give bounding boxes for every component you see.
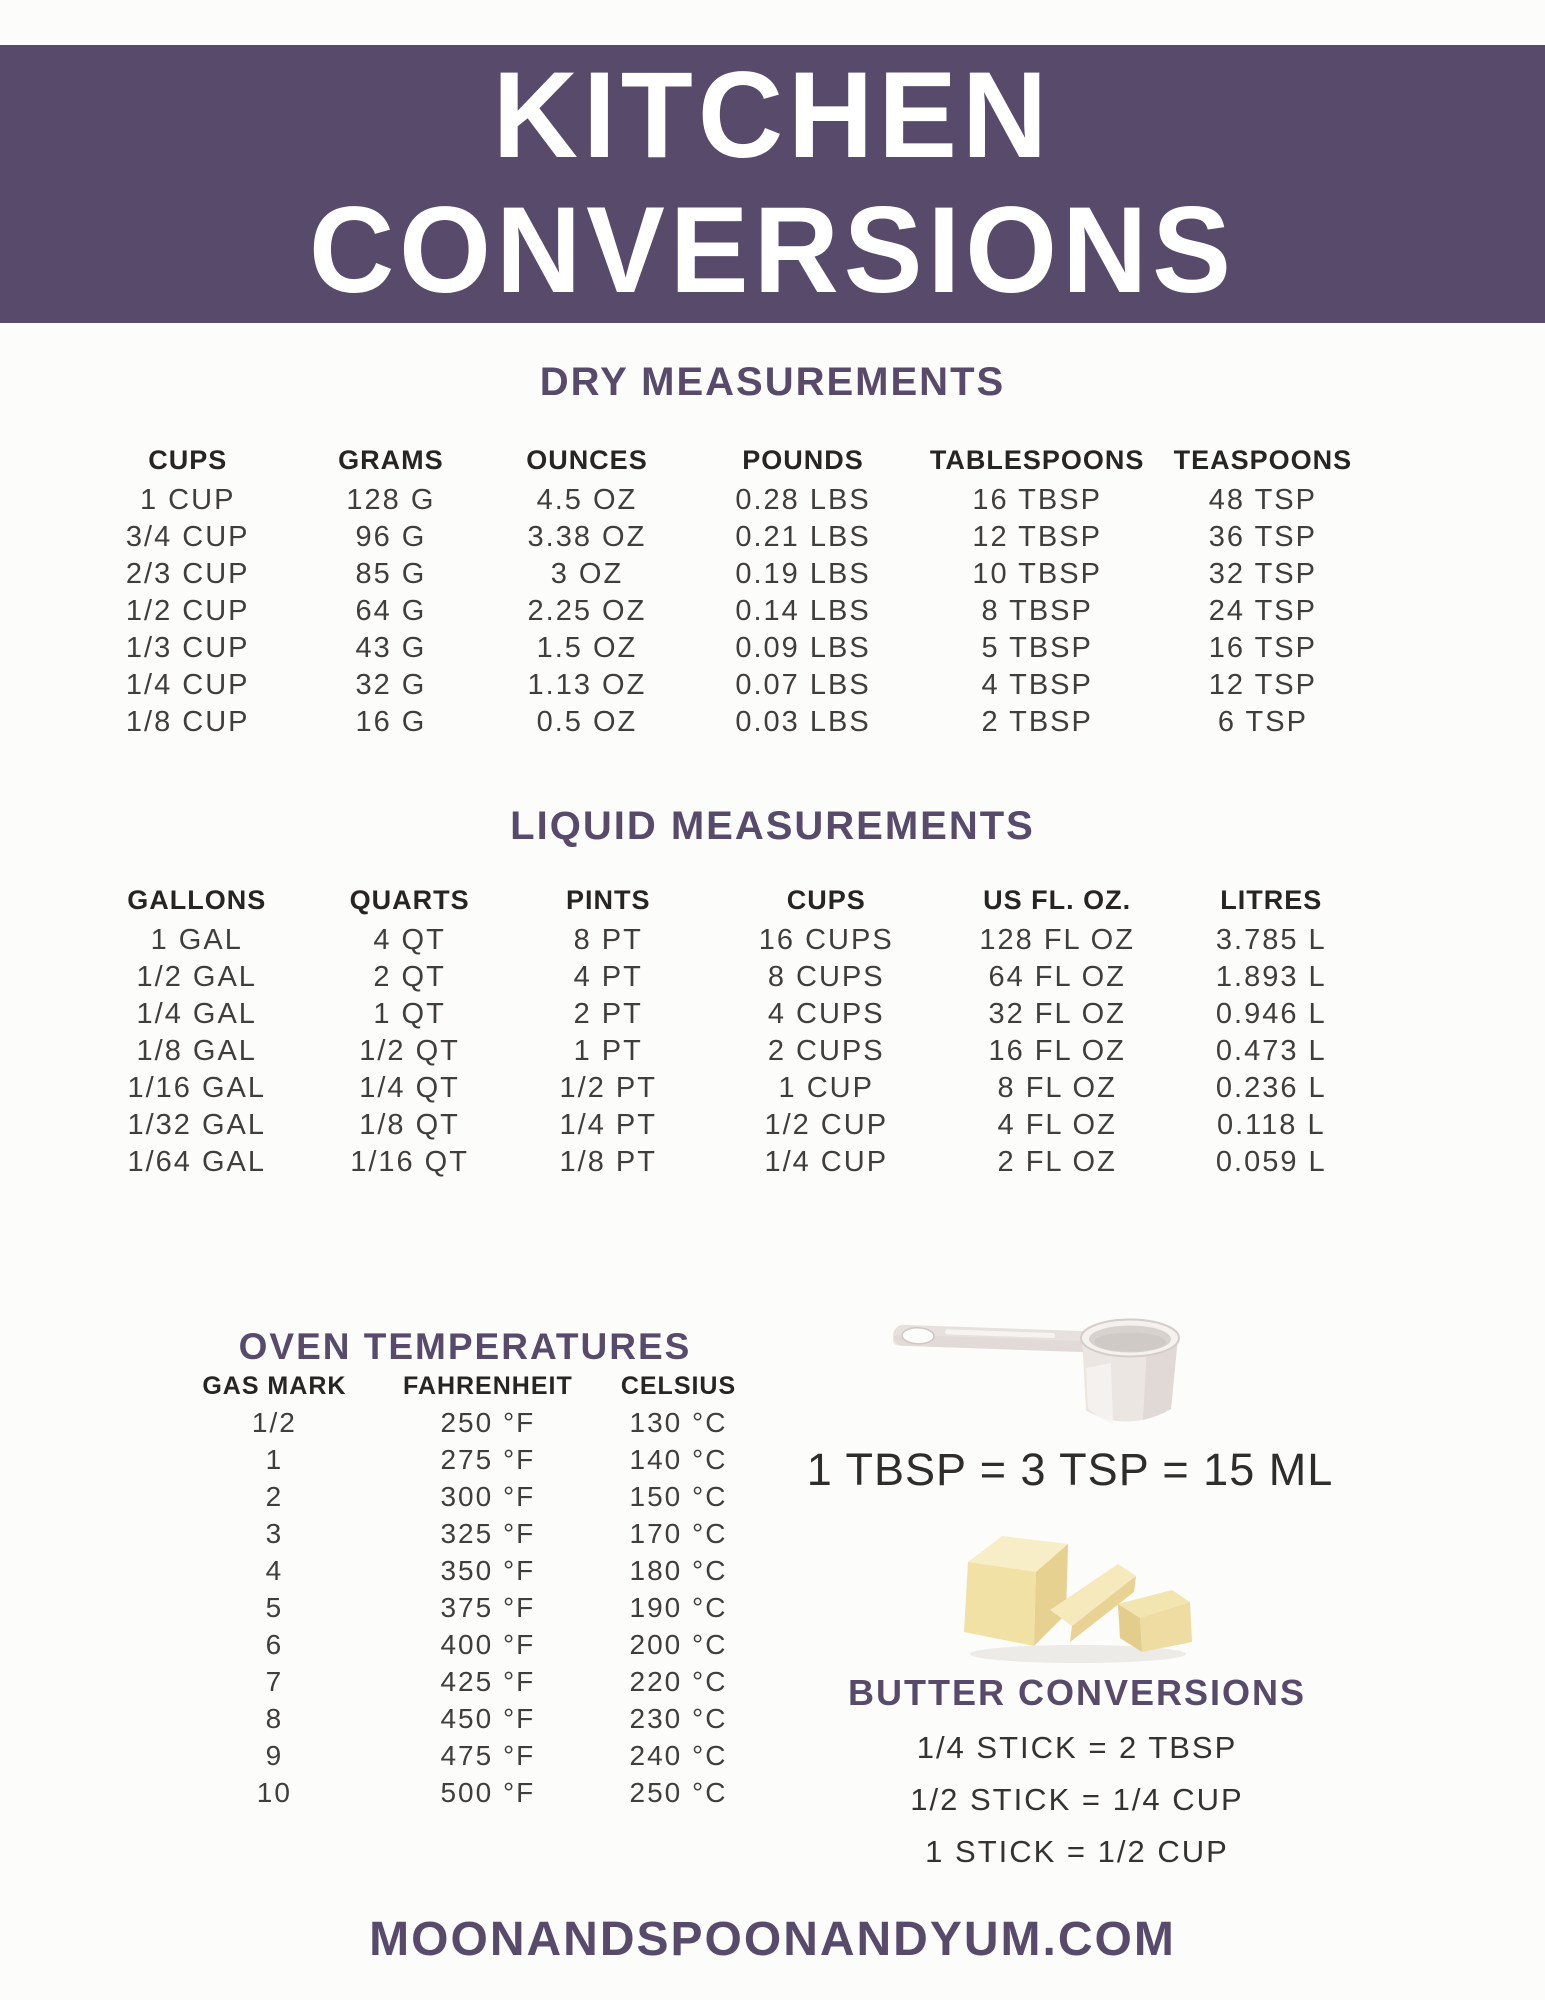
table-row [160,1552,770,1589]
table-cell: 8 [265,1702,284,1734]
table-cell: 0.21 LBS [735,521,871,553]
butter-conversion-line: 1/4 STICK = 2 TBSP [916,1730,1238,1765]
table-cell: 1 GAL [150,924,243,956]
table-row [80,482,1370,519]
table-cell: 128 FL OZ [979,924,1135,956]
butter-conversion-line: 1/2 STICK = 1/4 CUP [910,1782,1244,1817]
table-cell: 1/4 GAL [136,998,257,1030]
table-cell: 250 °F [440,1406,536,1438]
table-cell: 1.13 OZ [527,669,647,701]
table-cell: 350 °F [440,1554,536,1586]
table-cell: 12 TSP [1208,669,1317,701]
butter-blocks-icon [950,1526,1200,1666]
oven-temperatures-table [160,1368,770,1811]
table-row [80,1033,1370,1070]
header-band [0,45,1545,323]
table-cell: 425 °F [440,1665,536,1697]
table-cell: 4 QT [373,924,446,956]
table-cell: 1/16 GAL [127,1072,266,1104]
table-cell: 275 °F [440,1443,536,1475]
table-row [80,556,1370,593]
table-cell: 1/2 QT [359,1035,460,1067]
table-cell: 400 °F [440,1628,536,1660]
dry-table-header-row [80,438,1370,482]
table-cell: 475 °F [440,1739,536,1771]
table-row [80,667,1370,704]
butter-image [950,1526,1200,1666]
column-header: CUPS [786,884,866,915]
table-cell: 3.785 L [1215,924,1327,956]
table-row [160,1478,770,1515]
table-cell: 4.5 OZ [536,484,638,516]
column-header: OUNCES [526,444,648,475]
table-cell: 32 G [355,669,427,701]
table-cell: 0.5 OZ [536,706,638,738]
table-cell: 8 PT [573,924,643,956]
table-cell: 1 CUP [140,484,236,516]
table-cell: 64 G [355,595,427,627]
table-cell: 0.07 LBS [735,669,871,701]
table-cell: 1 CUP [778,1072,874,1104]
oven-table-body [160,1404,770,1811]
table-cell: 5 TBSP [981,632,1093,664]
table-cell: 48 TSP [1208,484,1317,516]
dry-table-body [80,482,1370,741]
table-cell: 5 [265,1591,284,1623]
table-cell: 85 G [355,558,427,590]
table-cell: 150 °C [629,1480,728,1512]
table-cell: 16 TSP [1208,632,1317,664]
page-title-line-2: CONVERSIONS [308,181,1237,320]
table-row [160,1774,770,1811]
table-row [80,519,1370,556]
column-header: CELSIUS [620,1371,737,1400]
table-cell: 140 °C [629,1443,728,1475]
table-cell: 6 [265,1628,284,1660]
table-cell: 0.059 L [1215,1146,1327,1178]
table-cell: 4 PT [573,961,643,993]
column-header: PINTS [565,884,651,915]
column-header: US FL. OZ. [983,884,1132,915]
table-row [80,630,1370,667]
table-row [80,1144,1370,1181]
page-title-line-1: KITCHEN [492,46,1053,185]
table-cell: 4 CUPS [767,998,885,1030]
table-cell: 0.946 L [1215,998,1327,1030]
table-cell: 1/2 CUP [764,1109,889,1141]
table-cell: 128 G [346,484,436,516]
table-cell: 170 °C [629,1517,728,1549]
column-header: QUARTS [349,884,470,915]
table-cell: 43 G [355,632,427,664]
table-cell: 1/8 PT [559,1146,657,1178]
table-row [160,1663,770,1700]
column-header: GRAMS [338,444,444,475]
table-row [80,996,1370,1033]
table-cell: 180 °C [629,1554,728,1586]
table-cell: 3 OZ [550,558,624,590]
table-cell: 8 CUPS [767,961,885,993]
table-cell: 96 G [355,521,427,553]
table-row [160,1737,770,1774]
table-cell: 500 °F [440,1776,536,1808]
table-cell: 1/4 CUP [764,1146,889,1178]
table-cell: 1/8 GAL [136,1035,257,1067]
table-cell: 16 G [355,706,427,738]
table-cell: 2.25 OZ [527,595,647,627]
table-row [80,593,1370,630]
table-cell: 1 [265,1443,284,1475]
table-cell: 130 °C [629,1406,728,1438]
oven-temperatures-title: OVEN TEMPERATURES [238,1326,692,1367]
table-cell: 0.473 L [1215,1035,1327,1067]
table-cell: 0.118 L [1216,1109,1326,1141]
table-cell: 8 FL OZ [997,1072,1117,1104]
table-row [160,1441,770,1478]
table-cell: 1.893 L [1215,961,1327,993]
table-cell: 0.28 LBS [735,484,871,516]
liquid-table-body [80,922,1370,1181]
column-header: TABLESPOONS [929,444,1145,475]
table-cell: 1 QT [373,998,446,1030]
table-row [80,704,1370,741]
table-cell: 1/3 CUP [125,632,250,664]
table-cell: 24 TSP [1208,595,1317,627]
table-cell: 1/2 [251,1406,297,1438]
column-header: CUPS [148,444,228,475]
table-cell: 0.14 LBS [735,595,871,627]
table-row [160,1589,770,1626]
table-cell: 1 PT [573,1035,643,1067]
liquid-measurements-title: LIQUID MEASUREMENTS [510,804,1035,848]
table-cell: 240 °C [629,1739,728,1771]
table-cell: 1/2 CUP [125,595,250,627]
table-cell: 32 TSP [1208,558,1317,590]
butter-conversions-list [780,1722,1374,1878]
table-cell: 4 [265,1554,284,1586]
table-cell: 200 °C [629,1628,728,1660]
table-cell: 10 [256,1776,292,1808]
table-cell: 0.03 LBS [735,706,871,738]
table-cell: 0.19 LBS [735,558,871,590]
column-header: POUNDS [742,444,864,475]
table-cell: 64 FL OZ [988,961,1126,993]
table-row [80,1107,1370,1144]
table-cell: 1/2 PT [559,1072,657,1104]
column-header: TEASPOONS [1173,444,1353,475]
table-cell: 3/4 CUP [125,521,250,553]
table-cell: 325 °F [440,1517,536,1549]
table-cell: 8 TBSP [981,595,1093,627]
table-cell: 2 QT [373,961,446,993]
table-cell: 230 °C [629,1702,728,1734]
table-cell: 250 °C [629,1776,728,1808]
column-header: LITRES [1220,884,1323,915]
oven-table-header-row [160,1368,770,1404]
table-cell: 1/64 GAL [127,1146,266,1178]
table-row [160,1700,770,1737]
table-cell: 4 TBSP [981,669,1093,701]
table-cell: 2 PT [573,998,643,1030]
table-cell: 190 °C [629,1591,728,1623]
table-cell: 0.236 L [1215,1072,1327,1104]
page-title [308,46,1237,320]
website-url: MOONANDSPOONANDYUM.COM [369,1913,1176,1966]
table-cell: 220 °C [629,1665,728,1697]
table-cell: 16 FL OZ [988,1035,1126,1067]
table-cell: 32 FL OZ [988,998,1126,1030]
table-cell: 7 [265,1665,284,1697]
butter-conversions-title: BUTTER CONVERSIONS [847,1672,1307,1713]
measuring-spoon-icon [885,1308,1215,1432]
table-cell: 2 TBSP [981,706,1093,738]
column-header: FAHRENHEIT [403,1371,573,1400]
table-cell: 1/4 PT [559,1109,657,1141]
table-cell: 300 °F [440,1480,536,1512]
table-cell: 16 TBSP [972,484,1102,516]
table-row [160,1404,770,1441]
table-cell: 375 °F [440,1591,536,1623]
table-cell: 1.5 OZ [536,632,638,664]
table-cell: 1/4 QT [359,1072,460,1104]
table-cell: 0.09 LBS [735,632,871,664]
column-header: GAS MARK [202,1371,347,1400]
table-cell: 3.38 OZ [527,521,647,553]
butter-conversion-line: 1 STICK = 1/2 CUP [925,1834,1229,1869]
table-cell: 2 FL OZ [997,1146,1117,1178]
liquid-measurements-table [80,878,1370,1181]
table-cell: 10 TBSP [972,558,1102,590]
tbsp-tsp-ml-equation: 1 TBSP = 3 TSP = 15 ML [806,1444,1334,1495]
table-cell: 4 FL OZ [997,1109,1117,1141]
table-cell: 1/8 QT [359,1109,460,1141]
column-header: GALLONS [127,884,267,915]
table-cell: 1/8 CUP [125,706,250,738]
dry-measurements-table [80,438,1370,741]
table-row [160,1626,770,1663]
table-cell: 1/4 CUP [125,669,250,701]
table-cell: 450 °F [440,1702,536,1734]
table-cell: 2/3 CUP [125,558,250,590]
table-cell: 1/32 GAL [127,1109,266,1141]
table-cell: 1/2 GAL [136,961,257,993]
table-cell: 2 [265,1480,284,1512]
table-cell: 2 CUPS [767,1035,885,1067]
dry-measurements-title: DRY MEASUREMENTS [539,360,1006,404]
table-cell: 12 TBSP [972,521,1102,553]
table-row [80,959,1370,996]
table-row [160,1515,770,1552]
table-cell: 9 [265,1739,284,1771]
table-cell: 6 TSP [1217,706,1308,738]
table-cell: 3 [265,1517,284,1549]
table-cell: 36 TSP [1208,521,1317,553]
table-row [80,1070,1370,1107]
measuring-spoon-image [885,1308,1215,1432]
liquid-table-header-row [80,878,1370,922]
table-row [80,922,1370,959]
table-cell: 1/16 QT [350,1146,469,1178]
table-cell: 16 CUPS [758,924,894,956]
